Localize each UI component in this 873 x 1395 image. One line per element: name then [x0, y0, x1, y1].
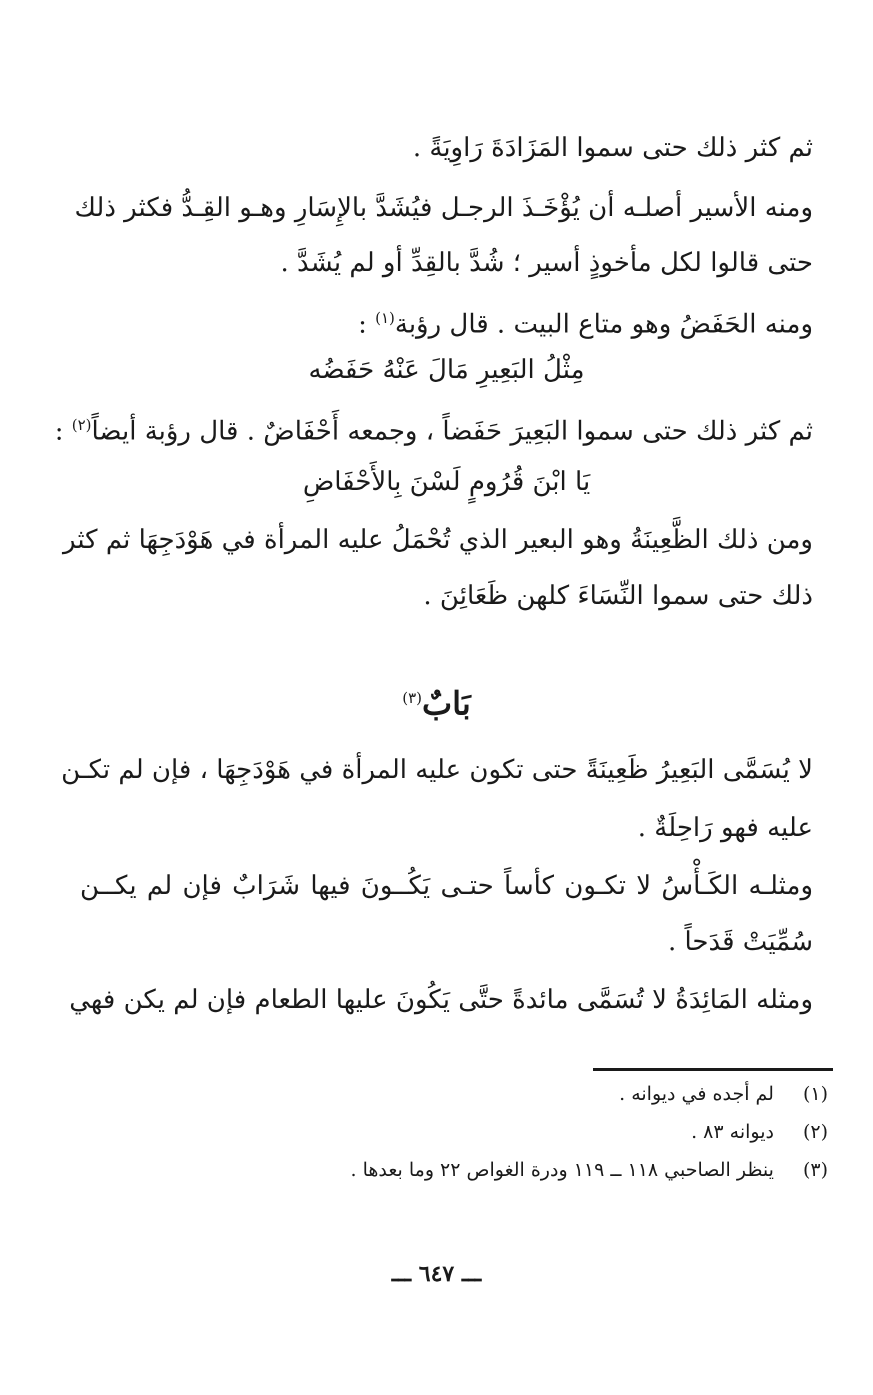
section-line-5: ومثله المَائِدَةُ لا تُسَمَّى مائدةً حتَّى يَكُونَ عليها الطعام فإن لم يكن فهي [69, 985, 813, 1015]
verse-2: يَا ابْنَ قُرُومٍ لَسْنَ بِالأَحْفَاضِ [302, 467, 591, 497]
section-line-1: لا يُسَمَّى البَعِيرُ ظَعِينَةً حتى تكون عليه المرأة في هَوْدَجِهَا ، فإن لم تكـن [61, 755, 813, 785]
section-line-4: سُمِّيَتْ قَدَحاً . [667, 927, 813, 957]
footnote-ref-1: (١) [375, 309, 395, 327]
footnote-ref-2: (٢) [71, 416, 92, 434]
body-line-4 [80, 298, 813, 345]
footnote-text: لم أجده في ديوانه . [619, 1083, 774, 1105]
body-line-5 [54, 405, 813, 452]
footnote-number: (٢) [802, 1121, 828, 1143]
footnote-text: ينظر الصاحبي ١١٨ ــ ١١٩ ودرة الغواص ٢٢ وما بعدها . [350, 1159, 774, 1181]
body-line-3: حتى قالوا لكل مأخوذٍ أسير ؛ شُدَّ بالقِدِّ أو لم يُشَدَّ . [280, 248, 813, 278]
body-line-7: ذلك حتى سموا النِّسَاءَ كلهن ظَعَائِنَ . [423, 581, 813, 611]
footnote-1 [80, 1080, 828, 1108]
section-line-2: عليه فهو رَاحِلَةٌ . [637, 813, 813, 843]
footnote-separator [593, 1068, 833, 1071]
footnote-number: (١) [802, 1083, 828, 1105]
body-line-4-colon: : [358, 309, 376, 340]
section-heading-text: بَابٌ [422, 684, 471, 723]
body-line-1: ثم كثر ذلك حتى سموا المَزَادَةَ رَاوِيَةً . [412, 133, 813, 163]
footnote-3 [80, 1156, 828, 1184]
page-number: ـــ ٦٤٧ ـــ [391, 1261, 482, 1287]
footnote-number: (٣) [802, 1159, 828, 1181]
footnote-text: ديوانه ٨٣ . [691, 1121, 774, 1143]
footnote-2 [80, 1118, 828, 1146]
section-heading [0, 676, 873, 726]
body-line-5-text: ثم كثر ذلك حتى سموا البَعِيرَ حَفَضاً ، وجمعه أَحْفَاضٌ . قال رؤبة أيضاً [91, 416, 813, 447]
section-line-3: ومثلـه الكَـأْسُ لا تكـون كأساً حتـى يَكُــونَ فيها شَرَابٌ فإن لم يكــن [80, 871, 813, 901]
body-line-6: ومن ذلك الظَّعِينَةُ وهو البعير الذي تُحْمَلُ عليه المرأة في هَوْدَجِهَا ثم كثر [62, 525, 813, 555]
body-line-5-colon: : [54, 416, 72, 447]
body-line-2: ومنه الأسير أصلـه أن يُؤْخَـذَ الرجـل فيُشَدَّ بالإِسَارِ وهـو القِـدُّ فكثر ذلك [74, 193, 813, 223]
body-line-4-text: ومنه الحَفَضُ وهو متاع البيت . قال رؤبة [394, 309, 813, 340]
verse-1: مِثْلُ البَعِيرِ مَالَ عَنْهُ حَفَضُه [308, 355, 585, 385]
footnote-ref-3: (٣) [402, 689, 422, 707]
